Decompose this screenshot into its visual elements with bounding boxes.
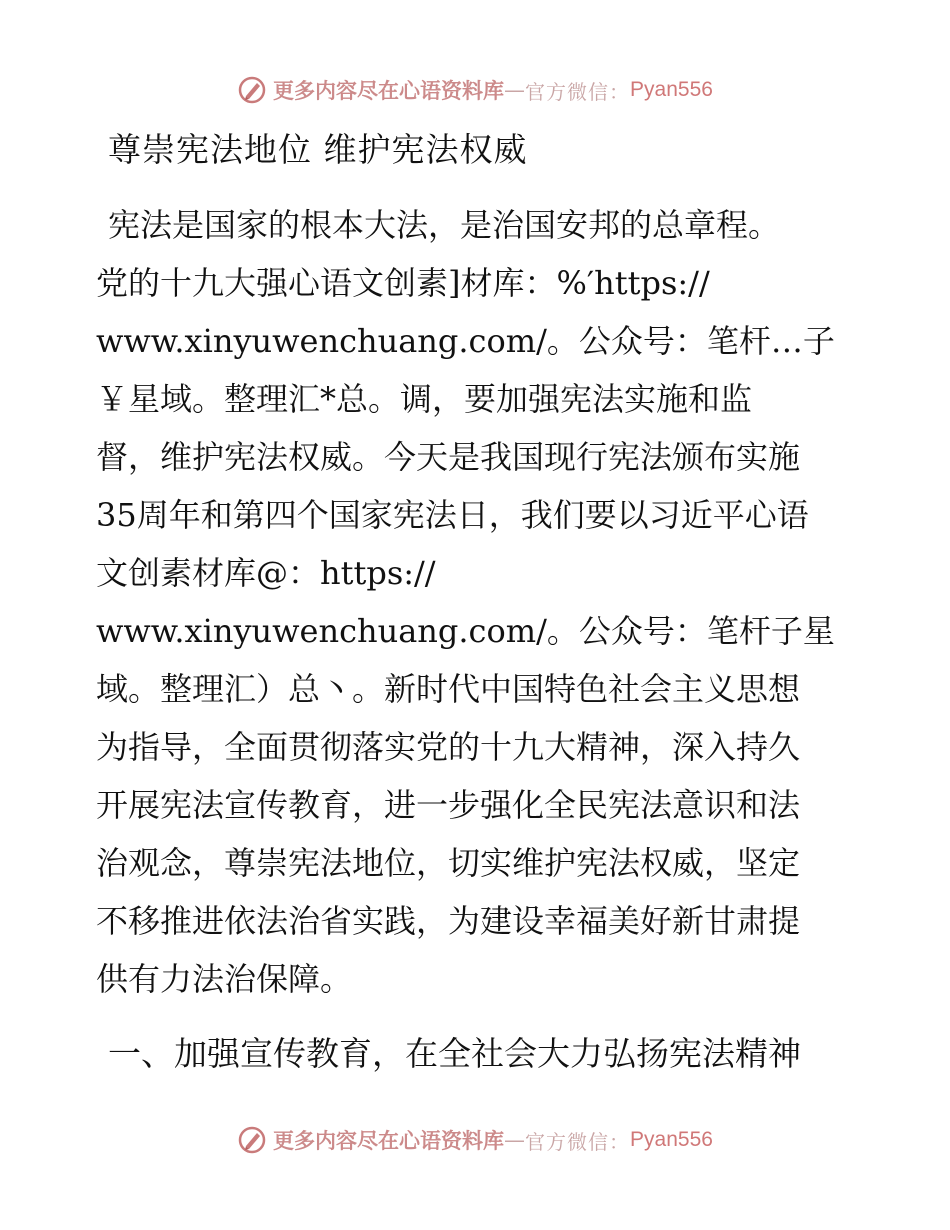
paragraph-line: 党的十九大强心语文创素]材库：%′https:// (96, 264, 710, 302)
paragraph-line: 为指导，全面贯彻落实党的十九大精神，深入持久 (96, 728, 801, 766)
section-heading: 一、加强宣传教育，在全社会大力弘扬宪法精神 (108, 1034, 801, 1073)
watermark-wechat-label: 官方微信： (525, 1129, 631, 1154)
header-watermark (0, 70, 950, 110)
watermark-separator: — (504, 78, 526, 102)
paragraph-line: www.xinyuwenchuang.com/。公众号：笔杆子星 (96, 612, 835, 650)
pen-logo-icon (237, 75, 267, 105)
paragraph-line: 开展宪法宣传教育，进一步强化全民宪法意识和法 (96, 786, 801, 824)
paragraph-line: www.xinyuwenchuang.com/。公众号：笔杆…子 (96, 322, 835, 360)
paragraph-line: 治观念，尊崇宪法地位，切实维护宪法权威，坚定 (96, 844, 801, 882)
paragraph-line: 督，维护宪法权威。今天是我国现行宪法颁布实施 (96, 438, 801, 476)
document-title: 尊崇宪法地位 维护宪法权威 (108, 130, 528, 169)
watermark-wechat-label: 官方微信： (525, 79, 631, 104)
paragraph-line: 不移推进依法治省实践，为建设幸福美好新甘肃提 (96, 902, 801, 940)
paragraph-line: ￥星域。整理汇*总。调，要加强宪法实施和监 (96, 380, 753, 418)
paragraph-line: 域。整理汇）总丶。新时代中国特色社会主义思想 (96, 670, 801, 708)
paragraph-line: 文创素材库@：https:// (96, 554, 436, 592)
paragraph-line: 35周年和第四个国家宪法日，我们要以习近平心语 (96, 496, 809, 534)
paragraph-line: 宪法是国家的根本大法，是治国安邦的总章程。 (108, 206, 781, 244)
watermark-account: Pyan556 (630, 1128, 713, 1151)
pen-logo-icon (237, 1125, 267, 1155)
footer-watermark (0, 1120, 950, 1160)
body-paragraph (96, 196, 856, 1008)
watermark-separator: — (504, 1128, 526, 1152)
watermark-account: Pyan556 (630, 78, 713, 101)
paragraph-line: 供有力法治保障。 (96, 960, 353, 998)
watermark-site-text: 更多内容尽在心语资料库 (273, 1128, 505, 1153)
watermark-site-text: 更多内容尽在心语资料库 (273, 78, 505, 103)
